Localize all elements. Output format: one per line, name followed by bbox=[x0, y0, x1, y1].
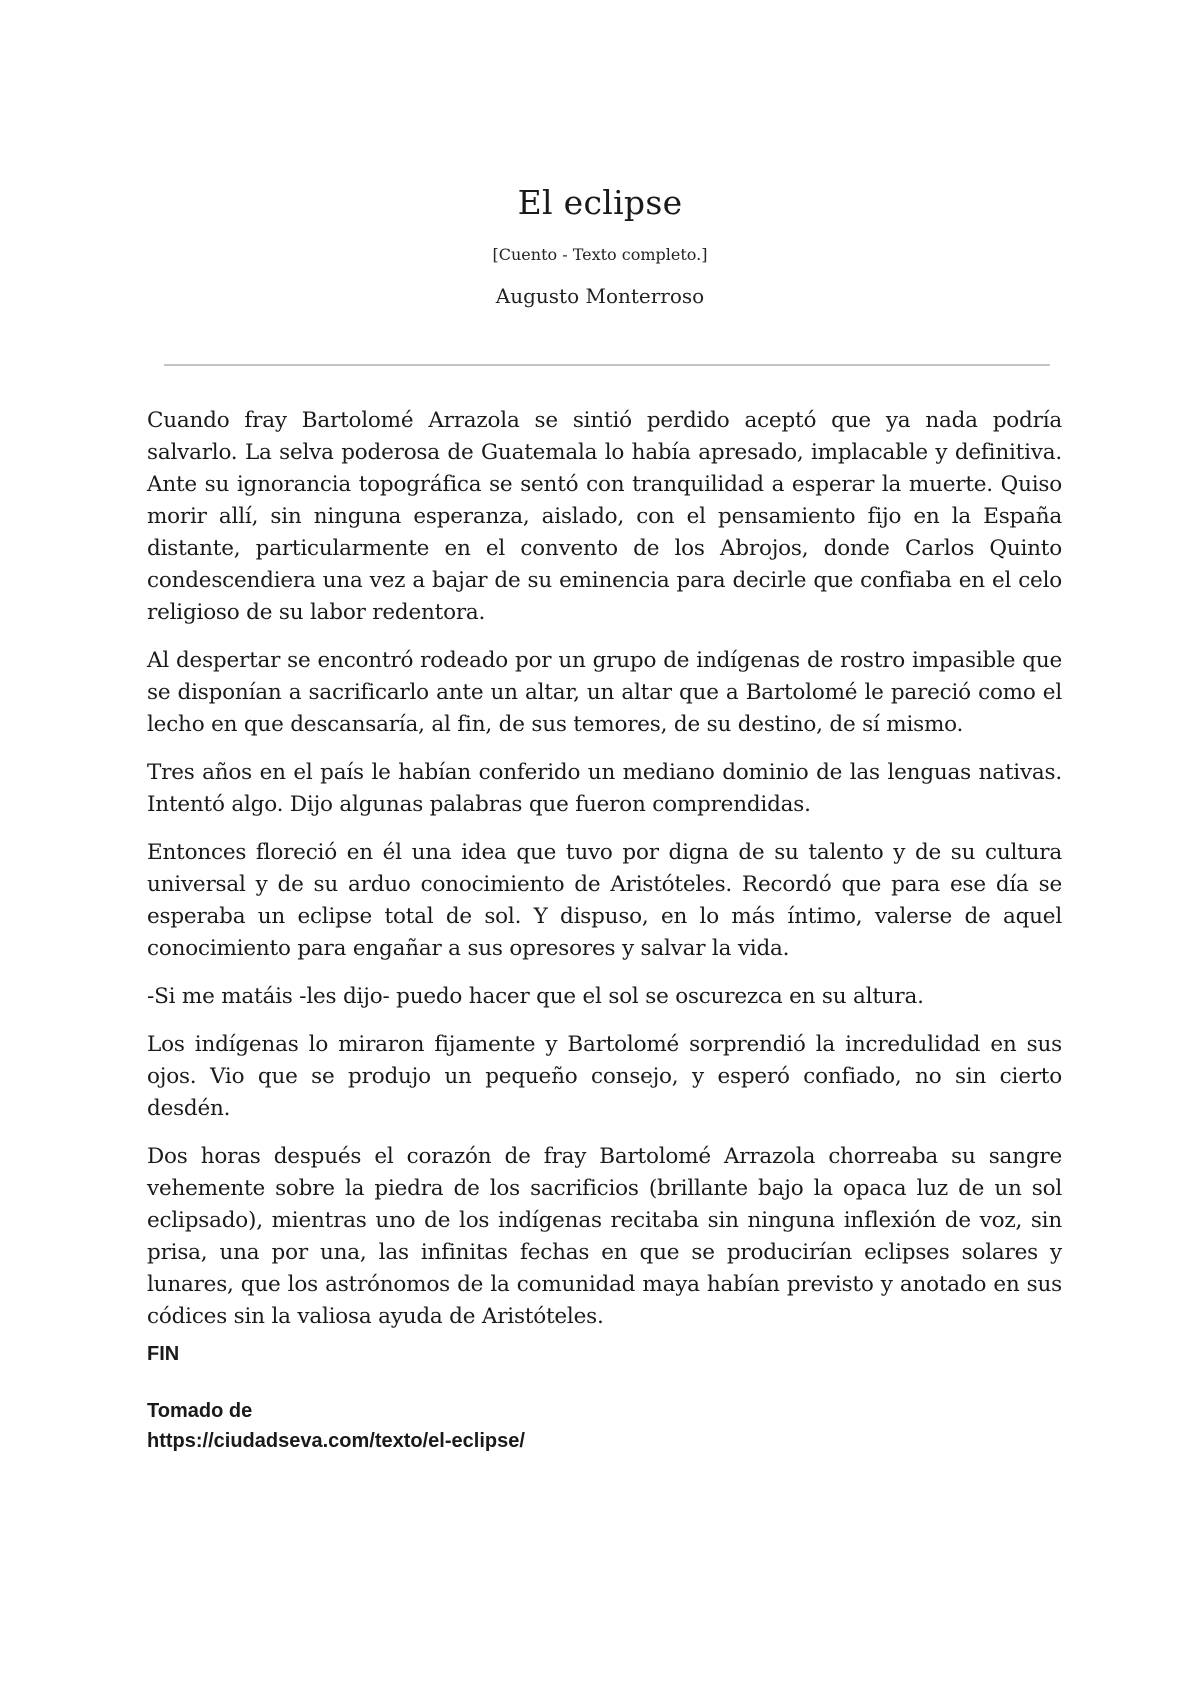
paragraph: Cuando fray Bartolomé Arrazola se sintió perdido aceptó que ya nada podría salvarlo. La selva poderosa de Guatemala lo había apresado, implacable y definitiva. Ante su ignorancia topográfica se sentó con tranquilidad a esperar la muerte. Quiso morir allí, sin ninguna esperanza, aislado, con el pensamiento fijo en la España distante, particularmente en el convento de los Abrojos, donde Carlos Quinto condescendiera una vez a bajar de su eminencia para decirle que confiaba en el celo religioso de su labor redentora. bbox=[147, 408, 1062, 625]
paragraph: Entonces floreció en él una idea que tuvo por digna de su talento y de su cultura universal y de su arduo conocimiento de Aristóteles. Recordó que para ese día se esperaba un eclipse total de sol. Y dispuso, en lo más íntimo, valerse de aquel conocimiento para engañar a sus opresores y salvar la vida. bbox=[147, 840, 1062, 961]
paragraph: Dos horas después el corazón de fray Bartolomé Arrazola chorreaba su sangre vehemente sobre la piedra de los sacrificios (brillante bajo la opaca luz de un sol eclipsado), mientras uno de los indígenas recitaba sin ninguna inflexión de voz, sin prisa, una por una, las infinitas fechas en que se producirían eclipses solares y lunares, que los astrónomos de la comunidad maya habían previsto y anotado en sus códices sin la valiosa ayuda de Aristóteles. bbox=[147, 1144, 1062, 1329]
paragraph: Tres años en el país le habían conferido un mediano dominio de las lenguas nativas. Intentó algo. Dijo algunas palabras que fueron comprendidas. bbox=[147, 760, 1062, 817]
story-subtitle: [Cuento - Texto completo.] bbox=[492, 245, 708, 264]
paragraph: Al despertar se encontró rodeado por un grupo de indígenas de rostro impasible que se disponían a sacrificarlo ante un altar, un altar que a Bartolomé le pareció como el lecho en que descansaría, al fin, de sus temores, de su destino, de sí mismo. bbox=[147, 648, 1062, 737]
header-divider bbox=[164, 364, 1050, 366]
paragraph: -Si me matáis -les dijo- puedo hacer que el sol se oscurezca en su altura. bbox=[147, 984, 924, 1009]
story-author: Augusto Monterroso bbox=[495, 284, 705, 308]
source-attribution bbox=[147, 1396, 525, 1456]
story-body bbox=[147, 405, 1062, 1349]
paragraph: Los indígenas lo miraron fijamente y Bartolomé sorprendió la incredulidad en sus ojos. Vio que se produjo un pequeño consejo, y esperó confiado, no sin cierto desdén. bbox=[147, 1032, 1062, 1121]
story-title: El eclipse bbox=[517, 183, 683, 222]
source-url: https://ciudadseva.com/texto/el-eclipse/ bbox=[147, 1430, 525, 1452]
story-end-marker: FIN bbox=[147, 1343, 180, 1365]
source-label: Tomado de bbox=[147, 1400, 253, 1422]
